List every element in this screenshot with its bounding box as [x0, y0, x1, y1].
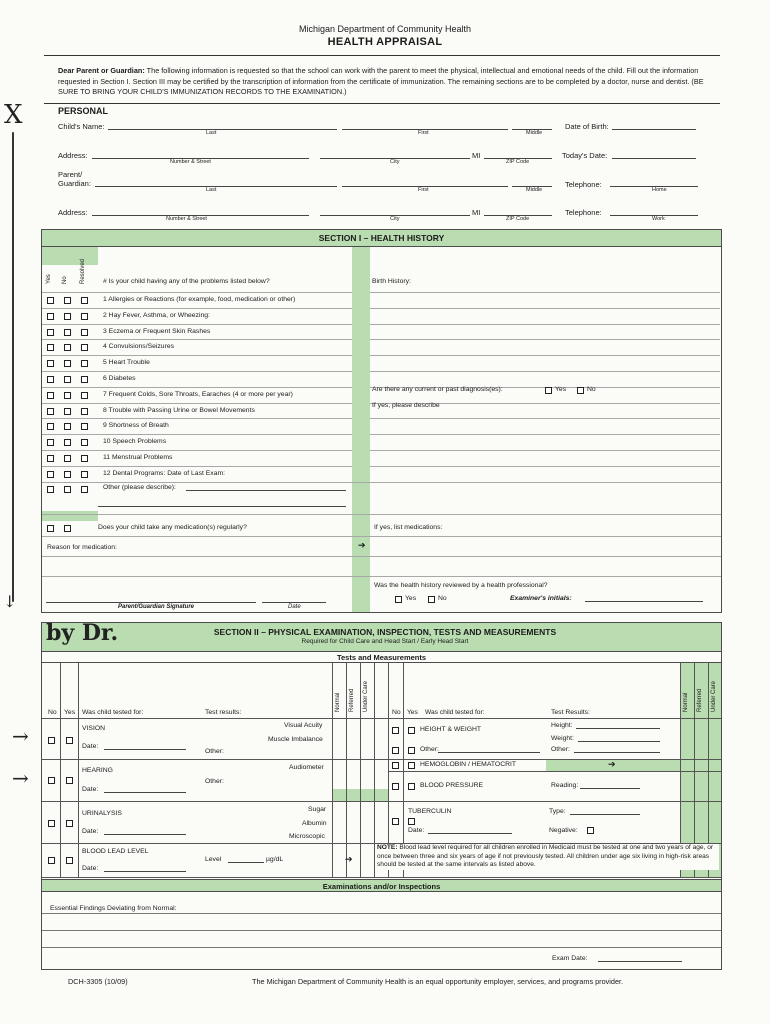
history-right-line[interactable]	[370, 371, 720, 372]
history-no-checkbox[interactable]	[64, 344, 71, 351]
last-caption: Last	[206, 130, 217, 136]
ugdl-label: µg/dL	[266, 856, 284, 863]
col-line-6	[374, 663, 375, 877]
history-item-label: 7 Frequent Colds, Sore Throats, Earaches (4 or more per year)	[103, 390, 293, 398]
intro-rule	[44, 103, 720, 104]
history-resolved-checkbox[interactable]	[81, 344, 88, 351]
row-line-1	[42, 718, 721, 719]
header-rule	[44, 55, 720, 56]
weight-label: Weight:	[551, 735, 574, 742]
todays-date-field[interactable]	[612, 158, 696, 159]
other-describe-label: Other (please describe):	[103, 484, 176, 491]
row-line-6	[42, 877, 721, 878]
other-right-label: Other:	[420, 746, 439, 753]
history-item-label: 5 Heart Trouble	[103, 359, 150, 367]
yes-col-label-right: Yes	[407, 709, 418, 716]
urinalysis-no-checkbox[interactable]	[48, 820, 55, 827]
tuberculin-label: TUBERCULIN	[408, 808, 452, 815]
history-right-line[interactable]	[370, 308, 720, 309]
history-item-label: 1 Allergies or Reactions (for example, food, medication or other)	[103, 296, 296, 303]
medication-no-checkbox[interactable]	[64, 525, 71, 532]
was-tested-label-right: Was child tested for:	[425, 709, 485, 716]
history-resolved-checkbox[interactable]	[81, 408, 88, 415]
col-line-3	[332, 663, 333, 877]
form-title: HEALTH APPRAISAL	[327, 36, 443, 48]
other-right-no-checkbox[interactable]	[392, 747, 399, 754]
diagnosis-no-label: No	[587, 386, 596, 393]
row-line-2	[42, 759, 721, 760]
weight-field[interactable]	[578, 741, 660, 742]
lead-no-checkbox[interactable]	[48, 857, 55, 864]
history-no-checkbox[interactable]	[64, 313, 71, 320]
childs-name-label: Child's Name:	[58, 122, 105, 131]
other-describe-field[interactable]	[186, 490, 346, 491]
hearing-date-field[interactable]	[104, 792, 186, 793]
birth-history-label: Birth History:	[372, 278, 411, 285]
muscle-imbalance-label: Muscle Imbalance	[268, 736, 323, 743]
albumin-label: Albumin	[302, 820, 327, 827]
reviewed-question: Was the health history reviewed by a health professional?	[374, 582, 548, 589]
hemoglobin-arrow: ➔	[608, 759, 616, 769]
lead-yes-checkbox[interactable]	[66, 857, 73, 864]
height-field[interactable]	[576, 728, 660, 729]
col-line-5	[360, 663, 361, 877]
other-result-field[interactable]	[574, 752, 660, 753]
col-normal-label-right: Normal	[683, 692, 689, 712]
col-line-2	[78, 663, 79, 877]
parent-signature-field[interactable]	[46, 602, 256, 603]
hemoglobin-no-checkbox[interactable]	[392, 762, 399, 769]
history-yes-checkbox[interactable]	[47, 439, 54, 446]
home-caption: Home	[652, 187, 667, 193]
height-weight-label: HEIGHT & WEIGHT	[420, 726, 482, 733]
col-no-label: No	[62, 276, 68, 284]
section1-row-line	[42, 536, 721, 537]
reason-medication-label: Reason for medication:	[47, 544, 117, 551]
urinalysis-date-label: Date:	[82, 828, 99, 835]
history-row	[42, 466, 352, 481]
diagnosis-yes-checkbox[interactable]	[545, 387, 552, 394]
history-resolved-checkbox[interactable]	[81, 329, 88, 336]
col-yes-label: Yes	[46, 274, 52, 284]
diagnosis-yes-label: Yes	[555, 386, 567, 393]
dob-label: Date of Birth:	[565, 122, 609, 131]
history-no-checkbox[interactable]	[64, 439, 71, 446]
first-caption-2: First	[418, 187, 429, 193]
other-right-field[interactable]	[438, 752, 540, 753]
section1-row-line	[42, 482, 721, 483]
history-no-checkbox[interactable]	[64, 423, 71, 430]
history-right-line[interactable]	[370, 418, 720, 419]
history-row	[42, 339, 352, 354]
history-no-checkbox[interactable]	[64, 360, 71, 367]
address-label: Address:	[58, 151, 88, 160]
yes-col-label: Yes	[64, 709, 76, 716]
intro-paragraph	[58, 66, 718, 98]
tuberculin-date-field[interactable]	[428, 833, 512, 834]
urinalysis-label: URINALYSIS	[82, 810, 122, 817]
mi-label-2: MI	[472, 208, 481, 217]
history-yes-checkbox[interactable]	[47, 471, 54, 478]
guardian-label: Guardian:	[58, 179, 91, 188]
medication-question: Does your child take any medication(s) regularly?	[98, 524, 247, 531]
zip-caption-2: ZIP Code	[506, 216, 530, 222]
hemoglobin-yes-checkbox[interactable]	[408, 762, 415, 769]
address-label-2: Address:	[58, 208, 88, 217]
history-yes-checkbox[interactable]	[47, 376, 54, 383]
todays-date-label: Today's Date:	[562, 151, 608, 160]
findings-line-2[interactable]	[42, 930, 721, 931]
middle-caption: Middle	[526, 130, 543, 136]
microscopic-label: Microscopic	[289, 833, 325, 840]
equal-opportunity-statement: The Michigan Department of Community Health is an equal opportunity employer, services, and programs provider.	[252, 977, 624, 986]
negative-label: Negative:	[549, 827, 578, 834]
history-resolved-checkbox[interactable]	[81, 471, 88, 478]
reviewed-no-checkbox[interactable]	[428, 596, 435, 603]
history-yes-checkbox[interactable]	[47, 455, 54, 462]
first-caption: First	[418, 130, 429, 136]
col-line-1	[60, 663, 61, 877]
last-caption-2: Last	[206, 187, 217, 193]
vision-no-checkbox[interactable]	[48, 737, 55, 744]
col-under-care-label: Under Care	[363, 680, 369, 712]
diagnosis-no-checkbox[interactable]	[577, 387, 584, 394]
col-under-care-label-right: Under Care	[711, 680, 717, 712]
hearing-no-checkbox[interactable]	[48, 777, 55, 784]
history-item-label: 2 Hay Fever, Asthma, or Wheezing:	[103, 311, 210, 319]
history-resolved-checkbox[interactable]	[81, 455, 88, 462]
history-right-line[interactable]	[370, 450, 720, 451]
type-field[interactable]	[570, 814, 640, 815]
reviewed-yes-checkbox[interactable]	[395, 596, 402, 603]
handwritten-arrow-vision: →	[12, 724, 29, 748]
handwritten-x: X	[4, 100, 23, 130]
section1-row-line	[42, 576, 721, 577]
form-number: DCH-3305 (10/09)	[68, 977, 128, 986]
dob-field[interactable]	[612, 129, 696, 130]
history-row	[42, 387, 352, 402]
reading-label: Reading:	[551, 782, 579, 789]
col-line-4	[346, 663, 347, 877]
parent-signature-caption: Parent/Guardian Signature	[118, 604, 195, 610]
note-text: Blood lead level required for all children enrolled in Medicaid must be tested at one and two years of age, or once between three and six years of age if not previously tested. All children under age six living in high-risk areas should be tested at the same intervals as listed above.	[377, 844, 714, 869]
exam-date-field[interactable]	[598, 961, 682, 962]
height-label: Height:	[551, 722, 573, 729]
history-yes-checkbox[interactable]	[47, 392, 54, 399]
work-caption: Work	[652, 216, 665, 222]
blood-lead-label: BLOOD LEAD LEVEL	[82, 848, 149, 855]
row-line-4	[42, 801, 721, 802]
blood-pressure-label: BLOOD PRESSURE	[420, 782, 484, 789]
essential-findings-label: Essential Findings Deviating from Normal:	[50, 905, 177, 912]
agency-name: Michigan Department of Community Health	[298, 24, 472, 34]
history-right-line[interactable]	[370, 339, 720, 340]
history-resolved-checkbox[interactable]	[81, 423, 88, 430]
section1-row-line	[42, 514, 721, 515]
history-yes-checkbox[interactable]	[47, 297, 54, 304]
hearing-label: HEARING	[82, 767, 113, 774]
visual-acuity-label: Visual Acuity	[284, 722, 323, 729]
history-no-checkbox[interactable]	[64, 392, 71, 399]
history-resolved-checkbox[interactable]	[81, 439, 88, 446]
tuberculin-yes-checkbox[interactable]	[408, 818, 415, 825]
history-row	[42, 434, 352, 449]
blood-lead-note	[377, 844, 719, 870]
was-tested-label: Was child tested for:	[82, 709, 144, 716]
mi-label: MI	[472, 151, 481, 160]
vision-date-field[interactable]	[104, 749, 186, 750]
history-row	[42, 292, 352, 307]
findings-line-3[interactable]	[42, 947, 721, 948]
history-no-checkbox[interactable]	[64, 329, 71, 336]
date-caption: Date	[288, 604, 301, 610]
history-no-checkbox[interactable]	[64, 376, 71, 383]
tuberculin-no-checkbox[interactable]	[392, 818, 399, 825]
vision-date-label: Date:	[82, 743, 99, 750]
reviewed-yes-label: Yes	[405, 595, 417, 602]
history-row	[42, 355, 352, 370]
history-row	[42, 371, 352, 386]
childs-last-field[interactable]	[108, 129, 337, 130]
other-resolved-checkbox[interactable]	[81, 486, 88, 493]
number-street-caption: Number & Street	[170, 159, 211, 165]
history-item-label: 4 Convulsions/Seizures	[103, 343, 175, 351]
city-caption-2: City	[390, 216, 400, 222]
city-caption: City	[390, 159, 400, 165]
intro-text: The following information is requested so that the school can work with the parent to meet the physical, intellectual and emotional needs of the child. Fill out the information requested in Section I. Section III may be certified by the transcription of information from the certificate of immunization. The remaining sections are to be completed by a doctor, nurse and dentist. (BE SURE TO BRING YOUR CHILD'S IMMUNIZATION RECORDS TO THE EXAMINATION.)	[58, 66, 704, 96]
other-yes-checkbox[interactable]	[47, 486, 54, 493]
history-no-checkbox[interactable]	[64, 455, 71, 462]
lead-date-label: Date:	[82, 865, 99, 872]
lead-date-field[interactable]	[104, 871, 186, 872]
history-no-checkbox[interactable]	[64, 408, 71, 415]
history-yes-checkbox[interactable]	[47, 408, 54, 415]
middle-caption-2: Middle	[526, 187, 543, 193]
section1-left-header-tint	[42, 247, 98, 265]
exams-bar: Examinations and/or Inspections	[42, 879, 721, 892]
history-yes-checkbox[interactable]	[47, 360, 54, 367]
examiner-initials-field[interactable]	[585, 601, 703, 602]
audiometer-label: Audiometer	[289, 764, 324, 771]
vision-other-label: Other:	[205, 748, 224, 755]
history-resolved-checkbox[interactable]	[81, 392, 88, 399]
col-referred-label-right: Referred	[697, 688, 703, 712]
history-right-line[interactable]	[370, 324, 720, 325]
history-resolved-checkbox[interactable]	[81, 297, 88, 304]
personal-heading: PERSONAL	[58, 106, 109, 116]
findings-line-1[interactable]	[42, 913, 721, 914]
row-line-3	[388, 771, 721, 772]
level-label: Level	[205, 856, 222, 863]
history-item-label: 12 Dental Programs: Date of Last Exam:	[103, 469, 226, 477]
sugar-label: Sugar	[308, 806, 327, 813]
handwritten-vertical-line	[12, 132, 14, 602]
tuberculin-date-label: Date:	[408, 827, 425, 834]
medication-yes-checkbox[interactable]	[47, 525, 54, 532]
history-item-label: 6 Diabetes	[103, 375, 136, 382]
test-results-label-right: Test Results:	[551, 709, 590, 716]
section2-subtitle: Required for Child Care and Head Start / Early Head Start	[301, 638, 469, 645]
history-right-line[interactable]	[370, 292, 720, 293]
telephone-label-2: Telephone:	[565, 208, 602, 217]
other-result-label: Other:	[551, 746, 570, 753]
reading-field[interactable]	[580, 788, 640, 789]
note-lead: NOTE:	[377, 844, 398, 851]
history-row	[42, 324, 352, 339]
history-item-label: 8 Trouble with Passing Urine or Bowel Movements	[103, 406, 255, 414]
section1-title: SECTION I – HEALTH HISTORY	[41, 229, 722, 247]
history-resolved-checkbox[interactable]	[81, 376, 88, 383]
hearing-yes-checkbox[interactable]	[66, 777, 73, 784]
history-row	[42, 418, 352, 433]
history-right-line[interactable]	[370, 355, 720, 356]
exam-date-label: Exam Date:	[552, 955, 588, 962]
intro-lead: Dear Parent or Guardian:	[58, 66, 145, 75]
handwritten-arrow-hearing: →	[12, 766, 29, 790]
history-question: # Is your child having any of the problems listed below?	[103, 278, 270, 285]
history-no-checkbox[interactable]	[64, 297, 71, 304]
handwritten-down-arrow: ↓	[3, 592, 17, 611]
history-item-label: 11 Menstrual Problems	[103, 454, 173, 461]
history-resolved-checkbox[interactable]	[81, 360, 88, 367]
no-col-label: No	[48, 709, 57, 716]
handwritten-by-dr: by Dr.	[46, 620, 119, 646]
history-yes-checkbox[interactable]	[47, 344, 54, 351]
history-item-label: 3 Eczema or Frequent Skin Rashes	[103, 327, 211, 335]
reviewed-no-label: No	[438, 595, 447, 602]
section1-row-line	[42, 556, 721, 557]
height-weight-no-checkbox[interactable]	[392, 727, 399, 734]
history-yes-checkbox[interactable]	[47, 313, 54, 320]
if-yes-describe-label: If yes, please describe	[372, 402, 440, 409]
telephone-label: Telephone:	[565, 180, 602, 189]
col-referred-label: Referred	[349, 688, 355, 712]
col-normal-label: Normal	[335, 692, 341, 712]
history-row	[42, 450, 352, 465]
current-diagnosis-label: Are there any current or past diagnosis(es):	[372, 386, 503, 393]
vision-label: VISION	[82, 725, 106, 732]
examiner-initials-label: Examiner's initials:	[510, 595, 572, 602]
number-street-caption-2: Number & Street	[166, 216, 207, 222]
hemoglobin-label: HEMOGLOBIN / HEMATOCRIT	[420, 761, 517, 768]
history-row	[42, 308, 352, 323]
lead-arrow: ➔	[345, 854, 353, 864]
section1-divider-stripe	[352, 247, 370, 612]
urinalysis-yes-checkbox[interactable]	[66, 820, 73, 827]
other-describe-field-2[interactable]	[98, 506, 346, 507]
lead-level-field[interactable]	[228, 862, 264, 863]
history-resolved-checkbox[interactable]	[81, 313, 88, 320]
history-item-label: 9 Shortness of Breath	[103, 422, 169, 430]
history-yes-checkbox[interactable]	[47, 423, 54, 430]
no-col-label-right: No	[392, 709, 401, 716]
list-medications-label: If yes, list medications:	[374, 524, 443, 531]
negative-checkbox[interactable]	[587, 827, 594, 834]
col-resolved-label: Resolved	[80, 258, 86, 284]
history-right-line[interactable]	[370, 466, 720, 467]
parent-label: Parent/	[58, 170, 83, 179]
section1-arrow: ➔	[358, 540, 366, 550]
history-item-label: 10 Speech Problems	[103, 438, 167, 446]
other-right-yes-checkbox[interactable]	[408, 747, 415, 754]
history-no-checkbox[interactable]	[64, 471, 71, 478]
history-right-line[interactable]	[370, 434, 720, 435]
bp-yes-checkbox[interactable]	[408, 783, 415, 790]
bp-no-checkbox[interactable]	[392, 783, 399, 790]
hearing-date-label: Date:	[82, 786, 99, 793]
type-label: Type:	[549, 808, 566, 815]
test-results-label: Test results:	[205, 709, 242, 716]
tests-measurements-bar: Tests and Measurements	[42, 651, 721, 663]
other-no-checkbox[interactable]	[64, 486, 71, 493]
history-row	[42, 403, 352, 418]
urinalysis-date-field[interactable]	[104, 834, 186, 835]
zip-caption: ZIP Code	[506, 159, 530, 165]
section1-med-row-tint	[42, 511, 98, 521]
height-weight-yes-checkbox[interactable]	[408, 727, 415, 734]
vision-yes-checkbox[interactable]	[66, 737, 73, 744]
signature-date-field[interactable]	[262, 602, 326, 603]
history-yes-checkbox[interactable]	[47, 329, 54, 336]
section2-title: SECTION II – PHYSICAL EXAMINATION, INSPECTION, TESTS AND MEASUREMENTS	[213, 627, 557, 637]
hearing-other-label: Other:	[205, 778, 224, 785]
